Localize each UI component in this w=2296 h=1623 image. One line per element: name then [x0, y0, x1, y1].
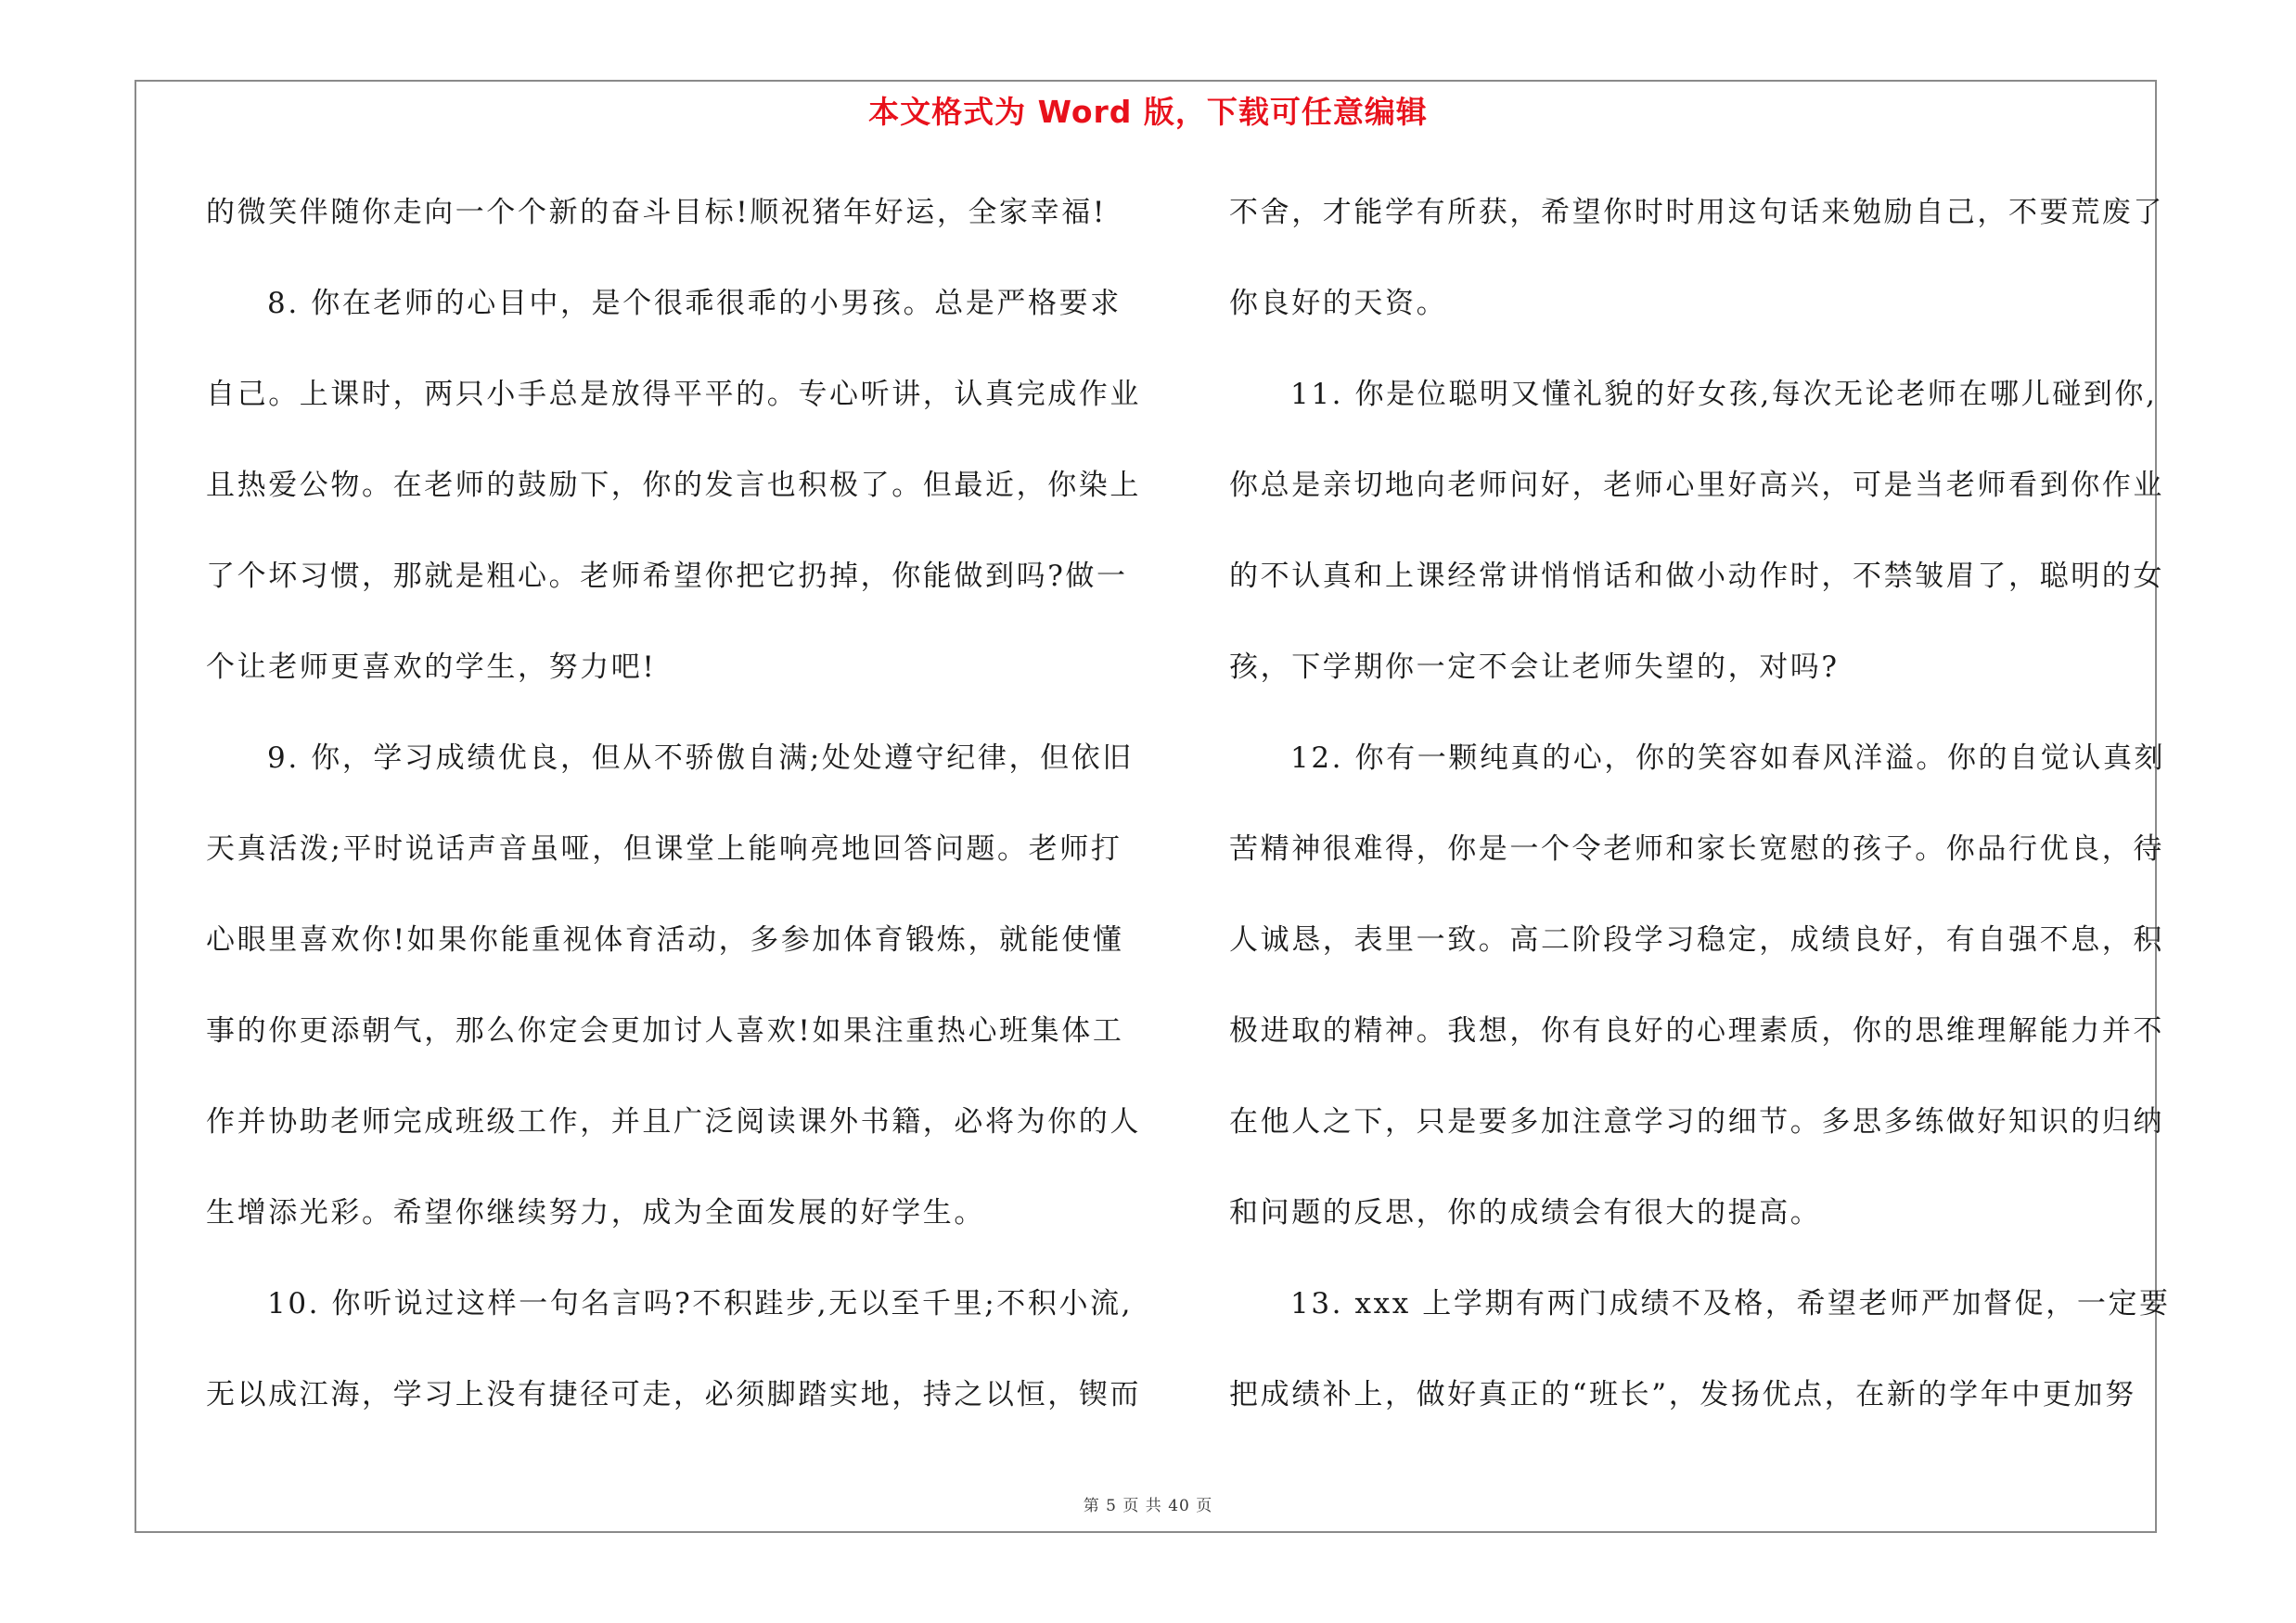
page-number-footer: 第 5 页 共 40 页 — [1083, 1497, 1213, 1515]
text-line: 的不认真和上课经常讲悄悄话和做小动作时，不禁皱眉了，聪明的女 — [1229, 560, 2164, 593]
text-line: 不舍，才能学有所获，希望你时时用这句话来勉励自己，不要荒废了 — [1229, 196, 2164, 229]
text-line: 心眼里喜欢你!如果你能重视体育活动，多参加体育锻炼，就能使懂 — [206, 923, 1124, 957]
text-line: 和问题的反思，你的成绩会有很大的提高。 — [1229, 1196, 1822, 1230]
text-line: 苦精神很难得，你是一个令老师和家长宽慰的孩子。你品行优良，待 — [1229, 832, 2164, 866]
text-line: 在他人之下，只是要多加注意学习的细节。多思多练做好知识的归纳 — [1229, 1105, 2164, 1139]
text-line: 12. 你有一颗纯真的心，你的笑容如春风洋溢。你的自觉认真刻 — [1290, 741, 2166, 775]
text-line: 极进取的精神。我想，你有良好的心理素质，你的思维理解能力并不 — [1229, 1014, 2164, 1048]
text-line: 的微笑伴随你走向一个个新的奋斗目标!顺祝猪年好运，全家幸福! — [206, 196, 1107, 229]
text-line: 人诚恳，表里一致。高二阶段学习稳定，成绩良好，有自强不息，积 — [1229, 923, 2164, 957]
text-line: 11. 你是位聪明又懂礼貌的好女孩,每次无论老师在哪儿碰到你, — [1290, 378, 2158, 411]
text-line: 孩，下学期你一定不会让老师失望的，对吗? — [1229, 650, 1840, 684]
text-line: 8. 你在老师的心目中，是个很乖很乖的小男孩。总是严格要求 — [267, 287, 1122, 320]
text-line: 作并协助老师完成班级工作，并且广泛阅读课外书籍，必将为你的人 — [206, 1105, 1141, 1139]
text-line: 了个坏习惯，那就是粗心。老师希望你把它扔掉，你能做到吗?做一 — [206, 560, 1128, 593]
text-line: 你总是亲切地向老师问好，老师心里好高兴，可是当老师看到你作业 — [1229, 469, 2164, 502]
text-line: 个让老师更喜欢的学生，努力吧! — [206, 650, 657, 684]
text-line: 事的你更添朝气，那么你定会更加讨人喜欢!如果注重热心班集体工 — [206, 1014, 1124, 1048]
text-line: 无以成江海，学习上没有捷径可走，必须脚踏实地，持之以恒，锲而 — [206, 1378, 1141, 1411]
text-line: 自己。上课时，两只小手总是放得平平的。专心听讲，认真完成作业 — [206, 378, 1141, 411]
text-line: 9. 你，学习成绩优良，但从不骄傲自满;处处遵守纪律，但依旧 — [267, 741, 1134, 775]
text-line: 且热爱公物。在老师的鼓励下，你的发言也积极了。但最近，你染上 — [206, 469, 1141, 502]
text-line: 你良好的天资。 — [1229, 287, 1448, 320]
left-column — [206, 180, 1141, 1453]
header-banner: 本文格式为 Word 版，下载可任意编辑 — [868, 94, 1428, 130]
text-line: 生增添光彩。希望你继续努力，成为全面发展的好学生。 — [206, 1196, 985, 1230]
text-line: 10. 你听说过这样一句名言吗?不积跬步,无以至千里;不积小流, — [267, 1287, 1134, 1320]
text-line: 13. xxx 上学期有两门成绩不及格，希望老师严加督促，一定要 — [1290, 1287, 2171, 1320]
right-column — [1229, 180, 2171, 1453]
text-line: 把成绩补上，做好真正的“班长”，发扬优点，在新的学年中更加努 — [1229, 1378, 2136, 1411]
text-line: 天真活泼;平时说话声音虽哑，但课堂上能响亮地回答问题。老师打 — [206, 832, 1122, 866]
